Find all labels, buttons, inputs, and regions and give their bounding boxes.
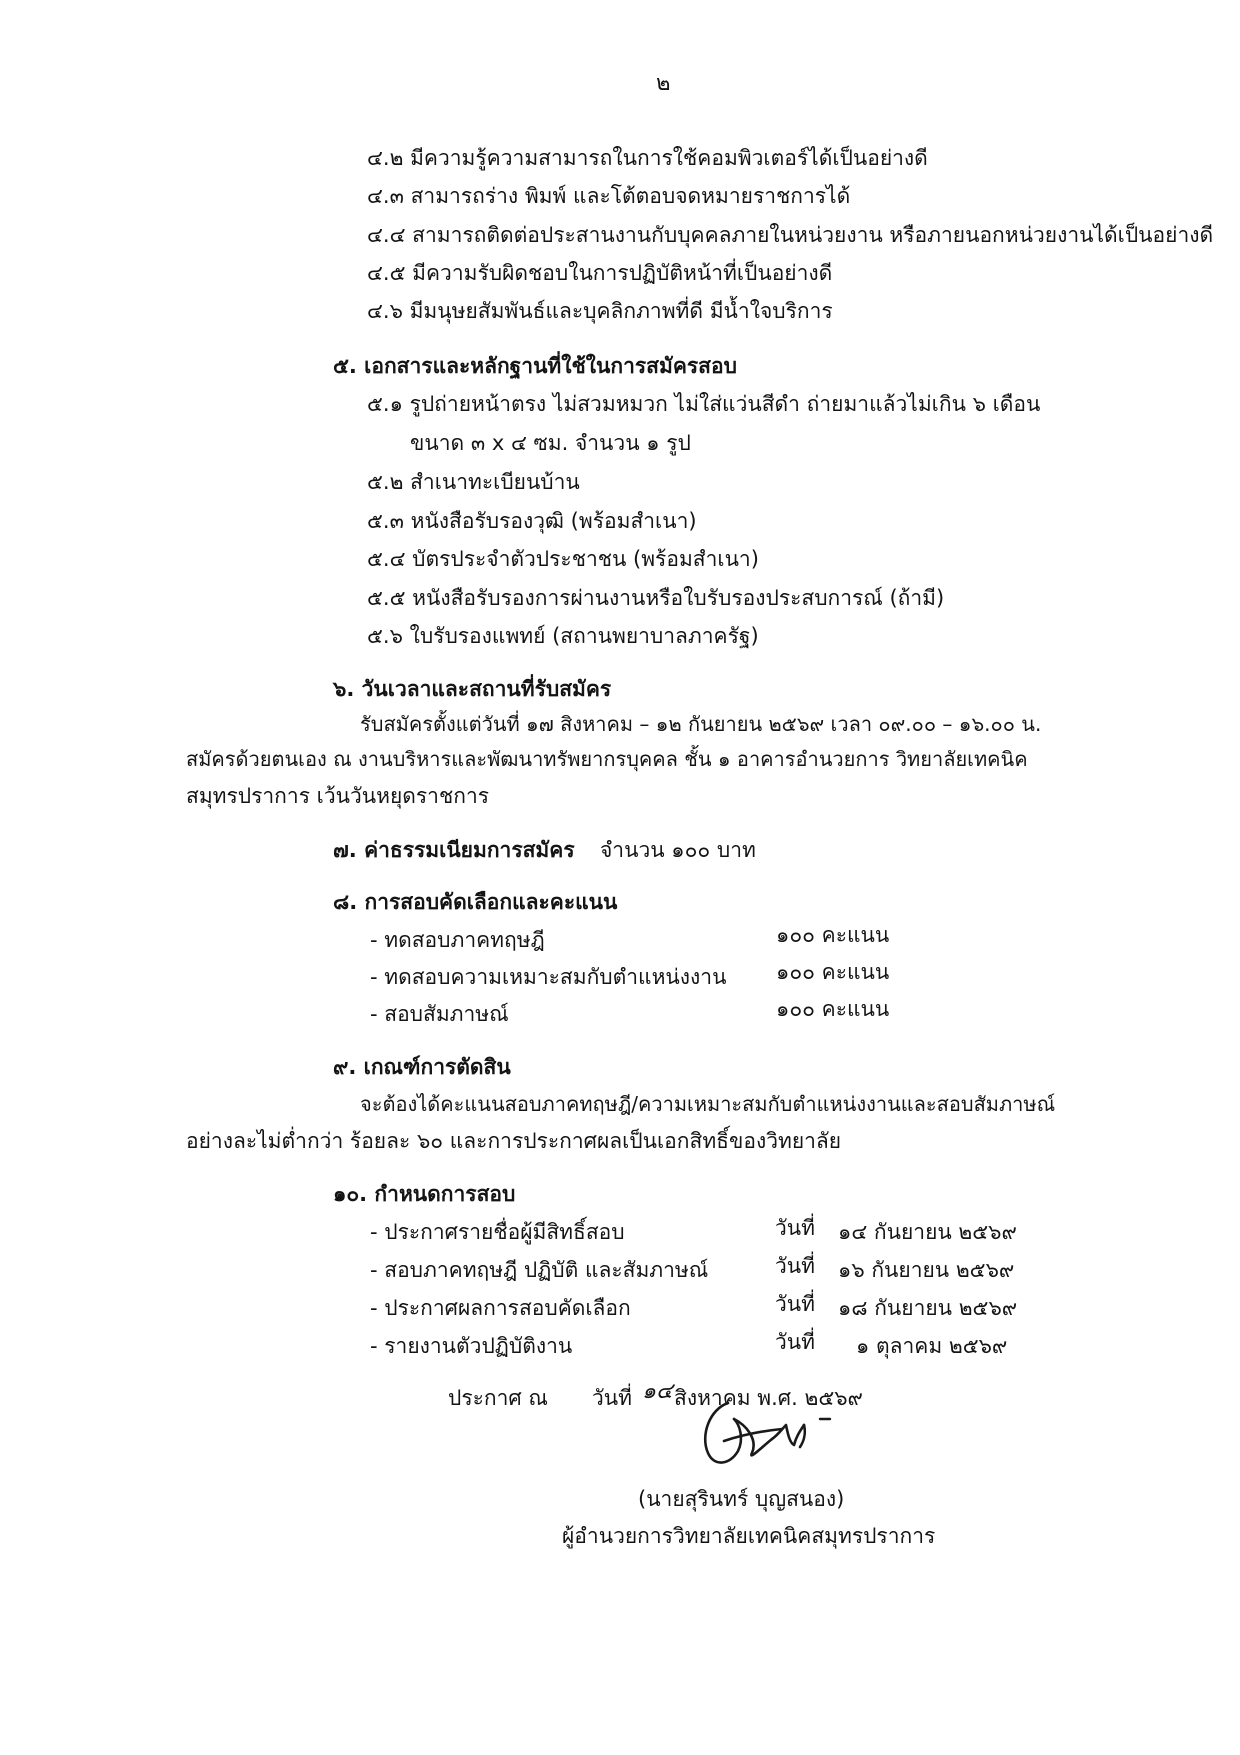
section7-heading: ๗. ค่าธรรมเนียมการสมัคร	[333, 838, 575, 862]
score-row-label: - สอบสัมภาษณ์	[370, 1002, 509, 1026]
section4-item-5: ๔.๕ มีความรับผิดชอบในการปฏิบัติหน้าที่เป็นอย่างดี	[367, 261, 833, 285]
score-row-value: ๑๐๐ คะแนน	[776, 960, 890, 984]
section5-item-1-cont: ขนาด ๓ x ๔ ซม. จำนวน ๑ รูป	[410, 431, 691, 455]
announcement-month-year: สิงหาคม พ.ศ. ๒๕๖๙	[674, 1386, 863, 1410]
section9-heading: ๙. เกณฑ์การตัดสิน	[333, 1055, 511, 1079]
page-number: ๒	[656, 71, 671, 96]
score-row-value: ๑๐๐ คะแนน	[776, 923, 890, 947]
schedule-row-day-word: วันที่	[775, 1216, 815, 1240]
section9-line-2: อย่างละไม่ต่ำกว่า ร้อยละ ๖๐ และการประกาศผลเป็นเอกสิทธิ์ของวิทยาลัย	[186, 1129, 842, 1153]
schedule-row-day-word: วันที่	[775, 1254, 815, 1278]
schedule-row-date: ๑๘ กันยายน ๒๕๖๙	[838, 1296, 1018, 1320]
section5-heading: ๕. เอกสารและหลักฐานที่ใช้ในการสมัครสอบ	[333, 354, 737, 378]
section5-item-3: ๕.๓ หนังสือรับรองวุฒิ (พร้อมสำเนา)	[367, 509, 697, 533]
schedule-row-label: - สอบภาคทฤษฎี ปฏิบัติ และสัมภาษณ์	[370, 1258, 709, 1282]
section4-item-6: ๔.๖ มีมนุษยสัมพันธ์และบุคลิกภาพที่ดี มีน้ำใจบริการ	[367, 299, 833, 323]
schedule-row-label: - ประกาศผลการสอบคัดเลือก	[370, 1296, 631, 1320]
announcement-day: ๑๔	[642, 1379, 673, 1404]
section5-item-5: ๕.๕ หนังสือรับรองการผ่านงานหรือใบรับรองประสบการณ์ (ถ้ามี)	[367, 586, 945, 610]
section5-item-4: ๕.๔ บัตรประจำตัวประชาชน (พร้อมสำเนา)	[367, 547, 759, 571]
section5-item-1: ๕.๑ รูปถ่ายหน้าตรง ไม่สวมหมวก ไม่ใส่แว่นสีดำ ถ่ายมาแล้วไม่เกิน ๖ เดือน	[367, 392, 1041, 416]
signature-image	[690, 1395, 840, 1475]
section10-heading: ๑๐. กำหนดการสอบ	[333, 1182, 516, 1206]
announcement-prefix: ประกาศ ณ	[448, 1386, 548, 1410]
schedule-row-day-word: วันที่	[775, 1292, 815, 1316]
schedule-row-date: ๑ ตุลาคม ๒๕๖๙	[856, 1334, 1008, 1358]
section8-heading: ๘. การสอบคัดเลือกและคะแนน	[333, 890, 618, 914]
score-row-label: - ทดสอบภาคทฤษฎี	[370, 928, 545, 952]
section6-heading: ๖. วันเวลาและสถานที่รับสมัคร	[333, 677, 612, 701]
schedule-row-date: ๑๖ กันยายน ๒๕๖๙	[838, 1258, 1015, 1282]
section4-item-2: ๔.๒ มีความรู้ความสามารถในการใช้คอมพิวเตอร์ได้เป็นอย่างดี	[367, 146, 928, 170]
section6-line-3: สมุทรปราการ เว้นวันหยุดราชการ	[186, 784, 490, 808]
signer-name: (นายสุรินทร์ บุญสนอง)	[638, 1487, 845, 1511]
score-row-label: - ทดสอบความเหมาะสมกับตำแหน่งงาน	[370, 965, 727, 989]
schedule-row-date: ๑๔ กันยายน ๒๕๖๙	[838, 1220, 1017, 1244]
section4-item-3: ๔.๓ สามารถร่าง พิมพ์ และโต้ตอบจดหมายราชการได้	[367, 184, 851, 208]
schedule-row-label: - ประกาศรายชื่อผู้มีสิทธิ์สอบ	[370, 1220, 625, 1244]
announcement-day-word: วันที่	[592, 1386, 632, 1410]
schedule-row-label: - รายงานตัวปฏิบัติงาน	[370, 1334, 573, 1358]
section4-item-4: ๔.๔ สามารถติดต่อประสานงานกับบุคคลภายในหน่วยงาน หรือภายนอกหน่วยงานได้เป็นอย่างดี	[367, 223, 1214, 247]
section6-line-1: รับสมัครตั้งแต่วันที่ ๑๗ สิงหาคม – ๑๒ กันยายน ๒๕๖๙ เวลา ๐๙.๐๐ – ๑๖.๐๐ น.	[360, 712, 1042, 736]
section6-line-2: สมัครด้วยตนเอง ณ งานบริหารและพัฒนาทรัพยากรบุคคล ชั้น ๑ อาคารอำนวยการ วิทยาลัยเทคนิค	[186, 747, 1028, 771]
schedule-row-day-word: วันที่	[775, 1330, 815, 1354]
signer-title: ผู้อำนวยการวิทยาลัยเทคนิคสมุทรปราการ	[562, 1524, 936, 1548]
section9-line-1: จะต้องได้คะแนนสอบภาคทฤษฎี/ความเหมาะสมกับตำแหน่งงานและสอบสัมภาษณ์	[360, 1092, 1056, 1116]
section7-amount: จำนวน ๑๐๐ บาท	[600, 838, 756, 862]
section5-item-2: ๕.๒ สำเนาทะเบียนบ้าน	[367, 470, 580, 494]
score-row-value: ๑๐๐ คะแนน	[776, 997, 890, 1021]
section5-item-6: ๕.๖ ใบรับรองแพทย์ (สถานพยาบาลภาครัฐ)	[367, 624, 759, 648]
